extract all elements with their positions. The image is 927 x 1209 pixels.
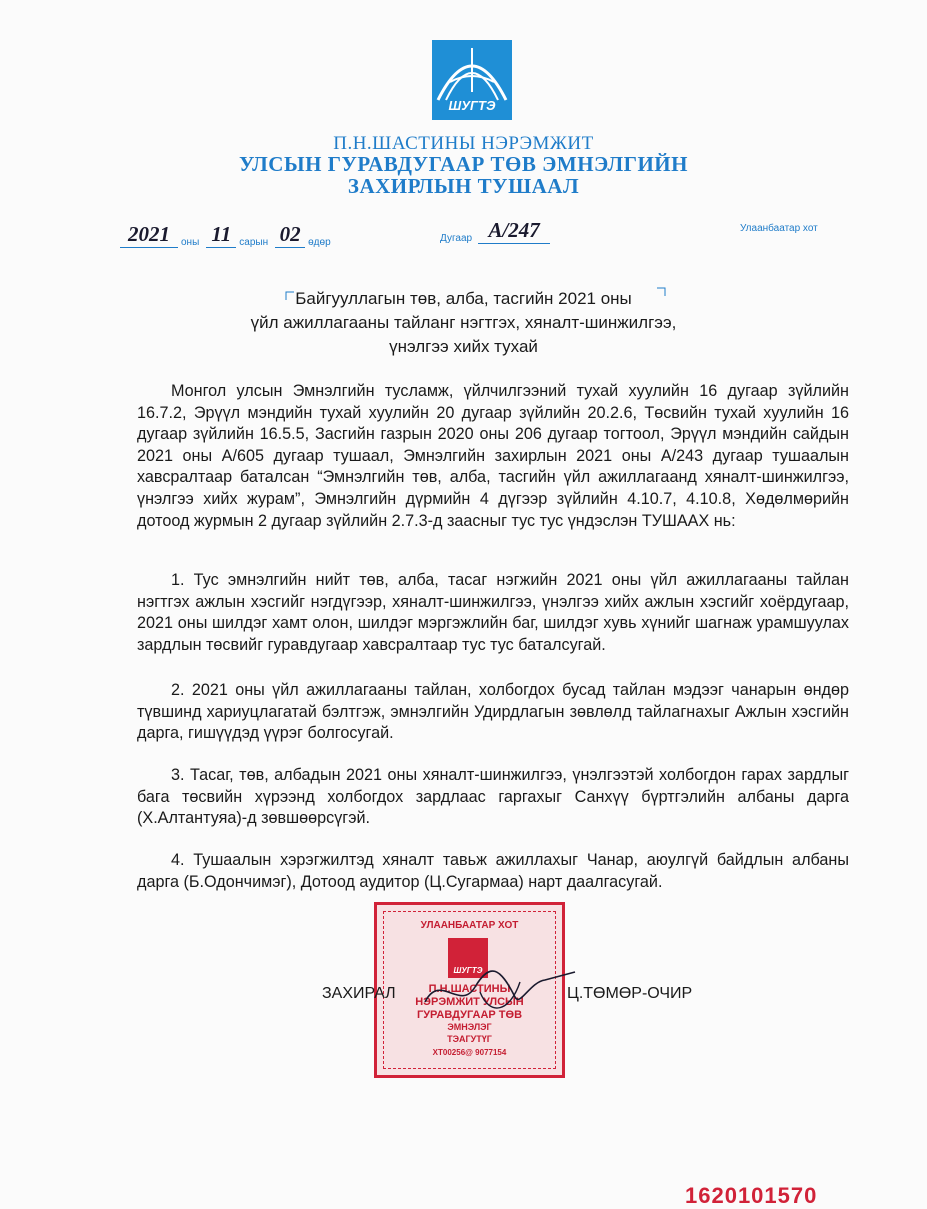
document-serial-number: 1620101570 — [685, 1183, 818, 1208]
order-title-line-1: Байгууллагын төв, алба, тасгийн 2021 оны — [295, 289, 632, 308]
header-line-3: ЗАХИРЛЫН ТУШААЛ — [347, 174, 580, 198]
handwritten-signature — [420, 962, 580, 1022]
date-year-suffix: оны — [181, 237, 200, 248]
order-item-1: 1. Тус эмнэлгийн нийт төв, алба, тасаг нэгжийн 2021 оны үйл ажиллагааны тайлан нэгтгэх ажлын хэсгийг нэгдүгээр, хяналт-шинжилгээ, үнэлгээ хийх ажлын хэсгийг хоёрдугаар, 2021 оны шилдэг хамт олон, шилдэг мэргэжлийн баг, шилдэг хувь хүнийг шагнаж урамшуулах зардлын төсвийг гуравдугаар хавсралтаар тус тус баталсугай. — [137, 571, 849, 654]
stamp-line-5: ТЭАГУТҮГ — [447, 1034, 492, 1044]
order-item-2: 2. 2021 оны үйл ажиллагааны тайлан, холбогдох бусад тайлан мэдээг чанарын өндөр түвшинд хариуцлагатай бэлтгэж, эмнэлгийн Удирдлагын зөвлөлд тайлагнахыг Ажлын хэсгийн дарга, гишүүдэд үүрэг болгосугай. — [137, 681, 849, 743]
city: Улаанбаатар хот — [740, 223, 818, 234]
order-item-3: 3. Тасаг, төв, албадын 2021 оны хяналт-шинжилгээ, үнэлгээтэй холбогдон гарах зардлыг бага төсвийн хүрээнд холбогдох зардлаас гаргахыг Санхүү бүртгэлийн албаны дарга (Х.Алтантуяа)-д зөвшөөрсүгэй. — [137, 766, 849, 828]
signature-name: Ц.ТӨМӨР-ОЧИР — [567, 985, 693, 1002]
order-title-line-2: үйл ажиллагааны тайланг нэгтгэх, хяналт-шинжилгээ, — [250, 313, 677, 332]
intro-paragraph: Монгол улсын Эмнэлгийн тусламж, үйлчилгээний тухай хуулийн 16 дугаар зүйлийн 16.7.2, Эрүүл мэндийн тухай хуулийн 20 дугаар зүйлийн 20.2.6, Төсвийн тухай хуулийн 16 дугаар зүйлийн 16.5.5, Засгийн газрын 2020 оны 206 дугаар тогтоол, Эрүүл мэндийн сайдын 2021 оны А/605 дугаар тушаал, Эмнэлгийн захирлын 2021 оны А/243 дугаар тушаалын хавсралтаар баталсан “Эмнэлгийн төв, алба, тасгийн үйл ажиллагаанд хяналт-шинжилгээ, үнэлгээ хийх журам”, Эмнэлгийн дүрмийн 4 дүгээр зүйлийн 4.10.7, 4.10.8, Хөдөлмөрийн дотоод журмын 2 дугаар зүйлийн 2.7.3-д заасныг тус тус үндэслэн ТУШААХ нь: — [137, 382, 849, 530]
order-item-4: 4. Тушаалын хэрэгжилтэд хяналт тавьж ажиллахыг Чанар, аюулгүй байдлын албаны дарга (Б.Одончимэг), Дотоод аудитор (Ц.Сугармаа) нарт даалгасугай. — [137, 851, 849, 891]
order-title-line-3: үнэлгээ хийх тухай — [389, 337, 538, 356]
stamp-line-1: П.Н.ШАСТИНЫ — [428, 983, 511, 995]
date-month-suffix: сарын — [239, 237, 269, 248]
signature-title: ЗАХИРАЛ — [322, 985, 396, 1002]
order-number-label: Дугаар — [440, 233, 473, 244]
order-number-row — [440, 218, 550, 244]
date-year: 2021 — [120, 222, 178, 248]
stamp-line-4: ЭМНЭЛЭГ — [447, 1022, 492, 1032]
hospital-logo — [432, 40, 512, 120]
stamp-logo-text: ШУГТЭ — [453, 966, 483, 975]
header-line-2: УЛСЫН ГУРАВДУГААР ТӨВ ЭМНЭЛГИЙН — [239, 152, 688, 176]
date-row — [120, 222, 331, 248]
order-number: А/247 — [478, 218, 550, 244]
date-month: 11 — [206, 222, 236, 248]
stamp-line-3: ГУРАВДУГААР ТӨВ — [416, 1009, 523, 1021]
date-day: 02 — [275, 222, 305, 248]
stamp-city: УЛААНБААТАР ХОТ — [420, 920, 519, 931]
logo-text: ШУГТЭ — [448, 98, 496, 113]
stamp-line-6: ХТ00256@ 9077154 — [432, 1048, 507, 1057]
date-day-suffix: өдөр — [308, 237, 331, 248]
stamp-line-2: НЭРЭМЖИТ УЛСЫН — [415, 996, 524, 1008]
header-line-1: П.Н.ШАСТИНЫ НЭРЭМЖИТ — [333, 133, 594, 154]
